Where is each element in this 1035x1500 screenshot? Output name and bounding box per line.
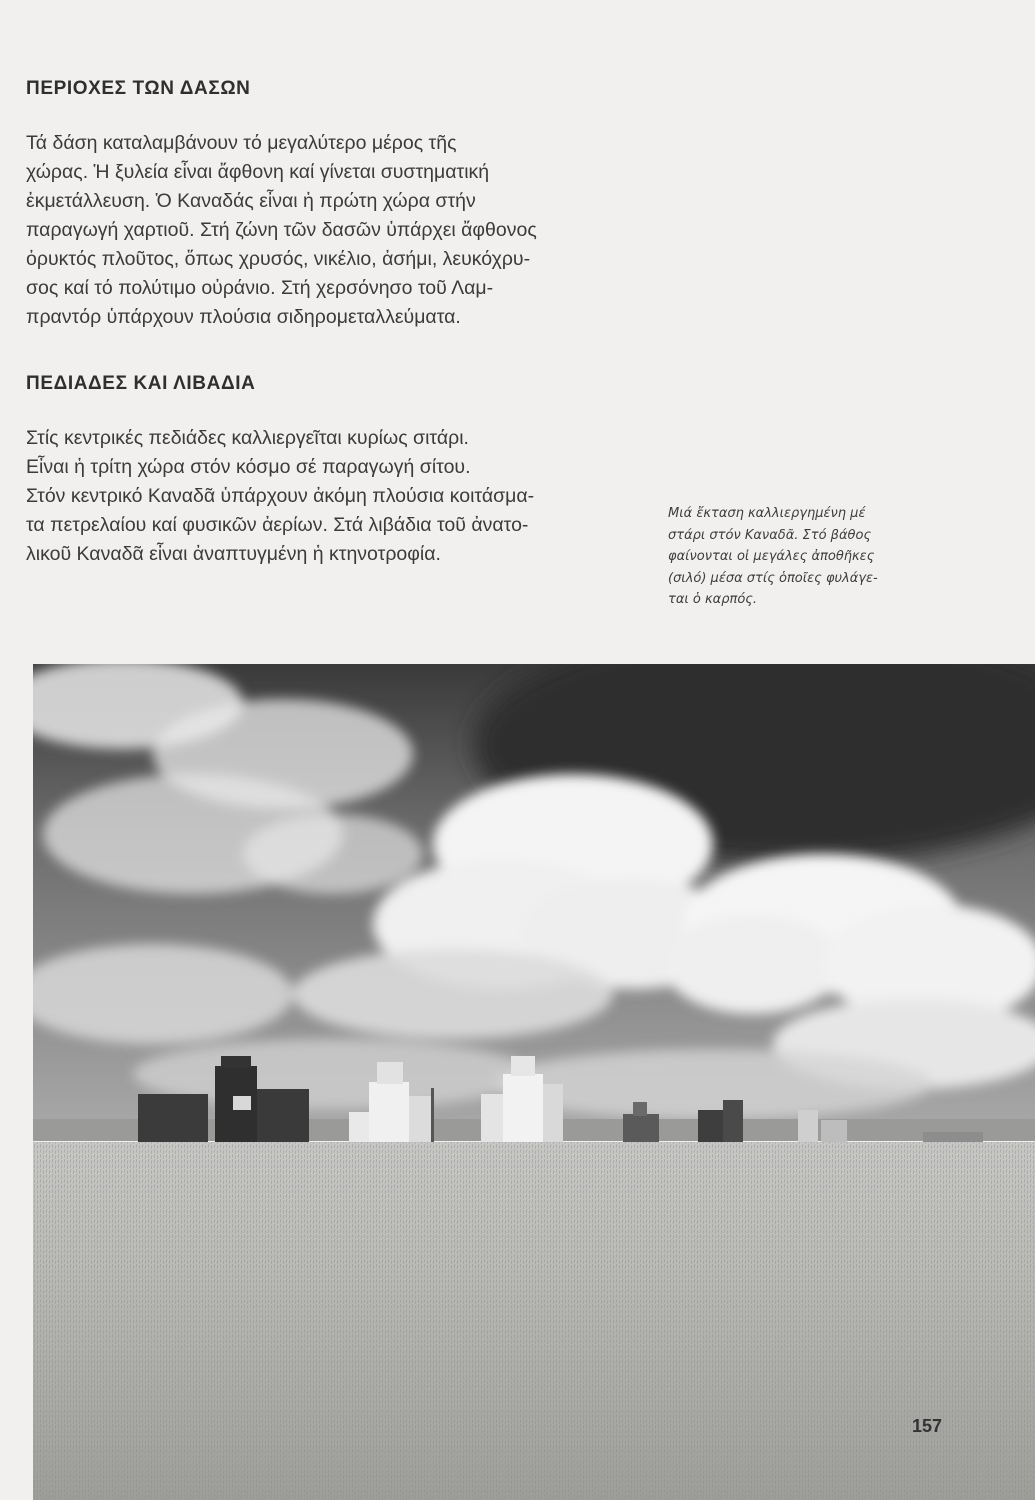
paragraph-line: ὀρυκτός πλοῦτος, ὅπως χρυσός, νικέλιο, ἀσήμι, λευκόχρυ- [26, 248, 531, 270]
paragraph-line: λικοῦ Καναδᾶ εἶναι ἀναπτυγμένη ἡ κτηνοτροφία. [26, 543, 441, 565]
paragraph-line: σος καί τό πολύτιμο οὐράνιο. Στή χερσόνησο τοῦ Λαμ- [26, 277, 494, 299]
caption-line: στάρι στόν Καναδᾶ. Στό βάθος [668, 527, 872, 543]
forests-paragraph [26, 129, 537, 332]
photo-caption [668, 503, 958, 611]
paragraph-line: ἐκμετάλλευση. Ὁ Καναδάς εἶναι ἡ πρώτη χώρα στήν [26, 190, 476, 212]
paragraph-line: Στίς κεντρικές πεδιάδες καλλιεργεῖται κυρίως σιτάρι. [26, 427, 469, 449]
section-heading-plains: ΠΕΔΙΑΔΕΣ ΚΑΙ ΛΙΒΑΔΙΑ [26, 373, 256, 394]
plains-paragraph [26, 424, 534, 569]
caption-line: φαίνονται οἱ μεγάλες ἀποθῆκες [668, 549, 875, 564]
section-heading-forests: ΠΕΡΙΟΧΕΣ ΤΩΝ ΔΑΣΩΝ [26, 78, 251, 99]
paragraph-line: Τά δάση καταλαμβάνουν τό μεγαλύτερο μέρος τῆς [26, 132, 457, 154]
paragraph-line: τα πετρελαίου καί φυσικῶν ἀερίων. Στά λιβάδια τοῦ ἀνατο- [26, 514, 529, 536]
paragraph-line: Εἶναι ἡ τρίτη χώρα στόν κόσμο σέ παραγωγή σίτου. [26, 456, 471, 478]
caption-line: Μιά ἔκταση καλλιεργημένη μέ [668, 506, 866, 521]
page-number: 157 [912, 1416, 943, 1436]
paragraph-line: πραντόρ ὑπάρχουν πλούσια σιδηρομεταλλεύματα. [26, 306, 461, 328]
paragraph-line: παραγωγή χαρτιοῦ. Στή ζώνη τῶν δασῶν ὑπάρχει ἄφθονος [26, 219, 537, 241]
paragraph-line: χώρας. Ἡ ξυλεία εἶναι ἄφθονη καί γίνεται συστηματική [26, 161, 490, 183]
wheat-field-photo [33, 664, 1035, 1500]
paragraph-line: Στόν κεντρικό Καναδᾶ ὑπάρχουν ἀκόμη πλούσια κοιτάσμα- [26, 485, 535, 507]
caption-line: (σιλό) μέσα στίς ὁποῖες φυλάγε- [668, 570, 878, 586]
caption-line: ται ὁ καρπός. [668, 592, 758, 607]
